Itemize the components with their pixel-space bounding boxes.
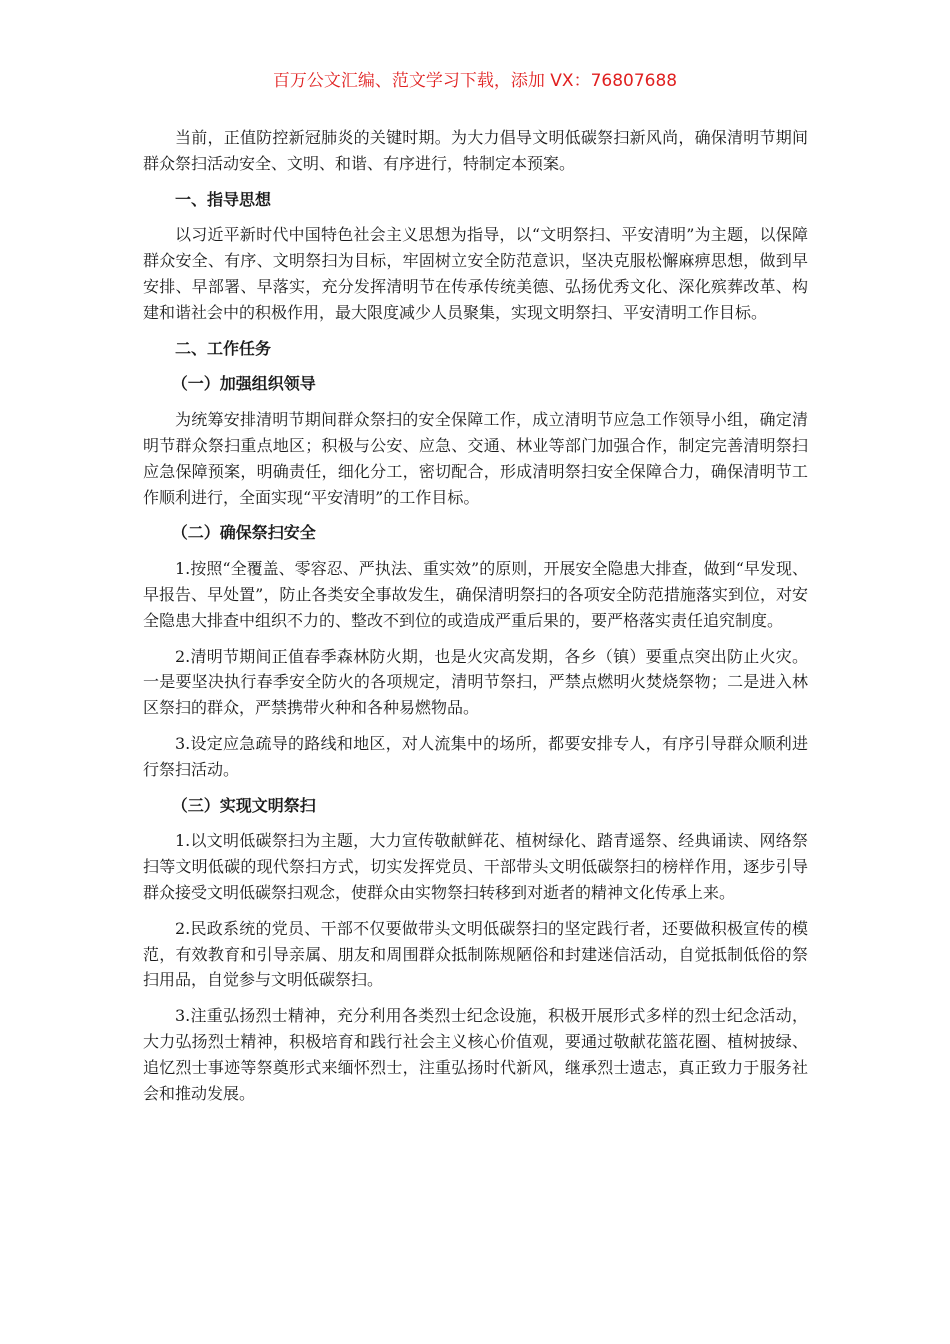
document-body (143, 125, 808, 1116)
section-heading-work-tasks: 二、工作任务 (175, 338, 272, 358)
guiding-ideology-paragraph: 以习近平新时代中国特色社会主义思想为指导，以“文明祭扫、平安清明”为主题，以保障群众安全、有序、文明祭扫为目标，牢固树立安全防范意识，坚决克服松懈麻痹思想，做到早安排、早部署、早落实，充分发挥清明节在传承传统美德、弘扬优秀文化、深化殡葬改革、构建和谐社会中的积极作用，最大限度减少人员聚集，实现文明祭扫、平安清明工作目标。 (143, 225, 808, 322)
intro-paragraph: 当前，正值防控新冠肺炎的关键时期。为大力倡导文明低碳祭扫新风尚，确保清明节期间群众祭扫活动安全、文明、和谐、有序进行，特制定本预案。 (143, 128, 808, 173)
safety-item: 3.设定应急疏导的路线和地区，对人流集中的场所，都要安排专人，有序引导群众顺利进行祭扫活动。 (143, 733, 808, 779)
safety-item: 2.清明节期间正值春季森林防火期，也是火灾高发期，各乡（镇）要重点突出防止火灾。一是要坚决执行春季安全防火的各项规定，清明节祭扫，严禁点燃明火焚烧祭物；二是进入林区祭扫的群众，严禁携带火种和各种易燃物品。 (143, 646, 808, 718)
subsection-heading-civilized: （三）实现文明祭扫 (171, 795, 316, 815)
safety-item: 1.按照“全覆盖、零容忍、严执法、重实效”的原则，开展安全隐患大排查，做到“早发现、早报告、早处置”，防止各类安全事故发生，确保清明祭扫的各项安全防范措施落实到位，对安全隐患大排查中组织不力的、整改不到位的或造成严重后果的，要严格落实责任追究制度。 (143, 559, 808, 630)
watermark-header: 百万公文汇编、范文学习下载，添加 VX：76807688 (272, 71, 678, 91)
organization-paragraph: 为统筹安排清明节期间群众祭扫的安全保障工作，成立清明节应急工作领导小组，确定清明节群众祭扫重点地区；积极与公安、应急、交通、林业等部门加强合作，制定完善清明祭扫应急保障预案，明确责任，细化分工，密切配合，形成清明祭扫安全保障合力，确保清明节工作顺利进行，全面实现“平安清明”的工作目标。 (143, 410, 808, 507)
section-heading-guiding-ideology: 一、指导思想 (175, 189, 272, 209)
civilized-item: 1.以文明低碳祭扫为主题，大力宣传敬献鲜花、植树绿化、踏青遥祭、经典诵读、网络祭扫等文明低碳的现代祭扫方式，切实发挥党员、干部带头文明低碳祭扫的榜样作用，逐步引导群众接受文明低碳祭扫观念，使群众由实物祭扫转移到对逝者的精神文化传承上来。 (143, 831, 808, 902)
civilized-item: 2.民政系统的党员、干部不仅要做带头文明低碳祭扫的坚定践行者，还要做积极宣传的模范，有效教育和引导亲属、朋友和周围群众抵制陈规陋俗和封建迷信活动，自觉抵制低俗的祭扫用品，自觉参与文明低碳祭扫。 (143, 918, 808, 990)
subsection-heading-safety: （二）确保祭扫安全 (171, 523, 316, 543)
subsection-heading-organization: （一）加强组织领导 (171, 374, 316, 394)
civilized-item: 3.注重弘扬烈士精神，充分利用各类烈士纪念设施，积极开展形式多样的烈士纪念活动，大力弘扬烈士精神，积极培育和践行社会主义核心价值观，要通过敬献花篮花圈、植树披绿、追忆烈士事迹等祭奠形式来缅怀烈士，注重弘扬时代新风，继承烈士遗志，真正致力于服务社会和推动发展。 (143, 1006, 808, 1103)
